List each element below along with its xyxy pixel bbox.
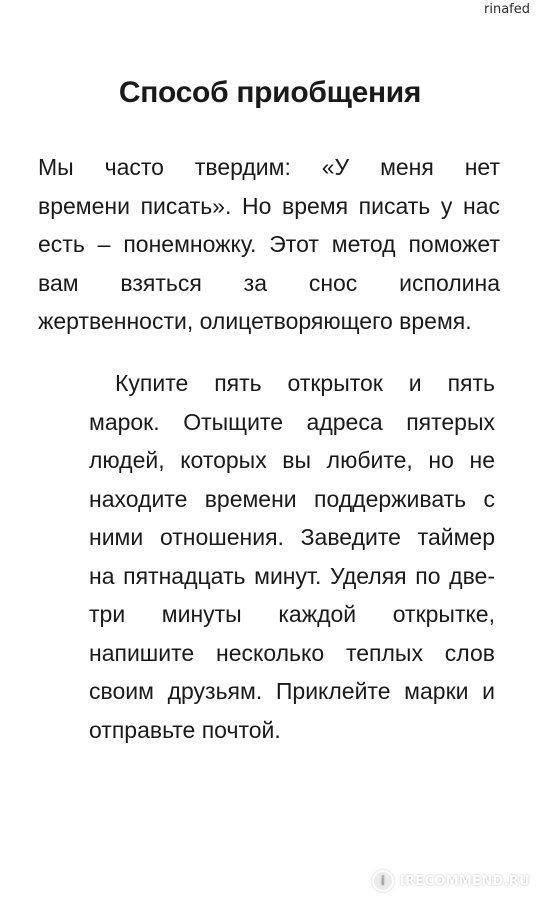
watermark-badge — [372, 870, 530, 892]
intro-line: есть – понемножку. Этот метод поможет — [38, 231, 500, 257]
recommend-logo-icon: i — [372, 870, 394, 892]
intro-line: жертвенности, олицетворяющего время. — [38, 308, 472, 334]
instruction-line: Купите пять открыток и пять — [115, 370, 495, 396]
instruction-line: ними отношения. Заведите таймер — [89, 524, 495, 550]
instruction-line: отправьте почтой. — [89, 716, 281, 743]
instruction-line: марок. Отыщите адреса пятерых — [89, 408, 495, 435]
intro-line: Мы часто твердим: «У меня нет — [38, 154, 500, 180]
instruction-paragraph — [89, 364, 495, 749]
watermark-site: IRECOMMEND.RU — [399, 873, 530, 889]
instruction-line: находите времени поддерживать с — [89, 485, 495, 512]
instruction-line: на пятнадцать минут. Уделяя по две- — [89, 562, 495, 589]
instruction-line: напишите несколько теплых слов — [89, 639, 495, 666]
watermark-username: rinafed — [484, 2, 530, 17]
instruction-first-line — [89, 364, 495, 403]
intro-line: времени писать». Но время писать у нас — [38, 192, 500, 219]
instruction-line: своим друзьям. Приклейте марки и — [89, 678, 495, 704]
intro-line: вам взяться за снос исполина — [38, 269, 500, 296]
page-title: Способ приобщения — [118, 76, 422, 109]
intro-paragraph — [38, 148, 500, 341]
instruction-line: три минуты каждой открытке, — [89, 601, 495, 627]
instruction-line: людей, которых вы любите, но не — [89, 447, 495, 473]
